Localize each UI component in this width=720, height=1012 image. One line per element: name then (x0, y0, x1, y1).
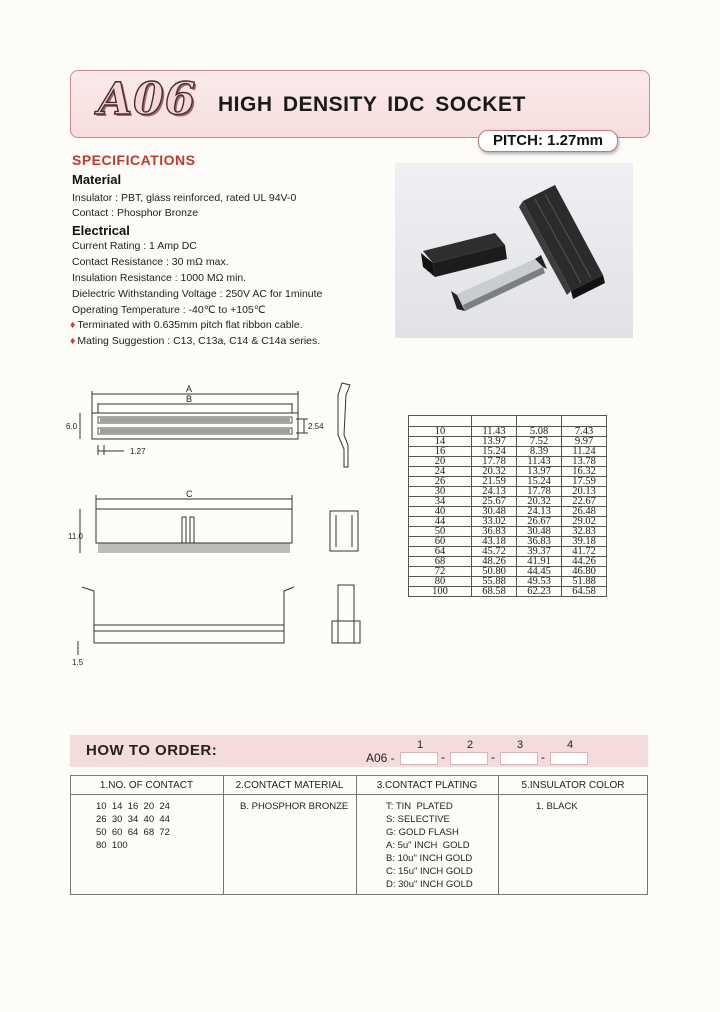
dim-254: 2.54 (308, 422, 324, 431)
table-cell: 30 (409, 487, 472, 497)
page-title: HIGH DENSITY IDC SOCKET (218, 93, 526, 116)
specifications-heading: SPECIFICATIONS (72, 152, 196, 168)
table-cell: 29.02 (562, 517, 607, 527)
table-cell: 13.97 (517, 467, 562, 477)
order-col-title: 2.CONTACT MATERIAL (235, 780, 344, 791)
material-heading: Material (72, 172, 122, 187)
table-row (409, 517, 607, 527)
code-field-4 (550, 752, 588, 765)
spec-line: Contact : Phosphor Bronze (72, 207, 199, 219)
table-cell: 36.83 (472, 527, 517, 537)
table-cell: 25.67 (472, 497, 517, 507)
table-cell: 26.48 (562, 507, 607, 517)
table-cell: 5.08 (517, 427, 562, 437)
table-cell: 51.88 (562, 577, 607, 587)
table-cell: 24.13 (472, 487, 517, 497)
table-cell: 44.45 (517, 567, 562, 577)
table-cell: 55.88 (472, 577, 517, 587)
table-cell: 39.18 (562, 537, 607, 547)
code-field-3 (500, 752, 538, 765)
technical-drawing (68, 375, 368, 675)
table-header-row (409, 416, 607, 427)
table-cell: 13.97 (472, 437, 517, 447)
spec-line: Current Rating : 1 Amp DC (72, 240, 197, 252)
table-cell: 9.97 (562, 437, 607, 447)
table-row (409, 427, 607, 437)
spec-line: Insulator : PBT, glass reinforced, rated UL 94V-0 (72, 192, 297, 204)
table-cell: 64 (409, 547, 472, 557)
table-cell: 20.32 (517, 497, 562, 507)
table-cell: 26 (409, 477, 472, 487)
table-cell: 45.72 (472, 547, 517, 557)
electrical-heading: Electrical (72, 223, 130, 238)
order-heading: HOW TO ORDER: (86, 742, 218, 759)
table-cell: 46.80 (562, 567, 607, 577)
table-cell: 26.67 (517, 517, 562, 527)
table-cell: 100 (409, 587, 472, 597)
code-dash: - (491, 750, 495, 764)
table-cell: 11.43 (472, 427, 517, 437)
spec-note-text: Mating Suggestion : C13, C13a, C14 & C14a series. (77, 335, 321, 347)
table-row (409, 457, 607, 467)
code-dash: - (541, 750, 545, 764)
dim-15: 1.5 (72, 658, 84, 667)
table-cell: 20.13 (562, 487, 607, 497)
table-row (409, 567, 607, 577)
table-cell: 16.32 (562, 467, 607, 477)
dimension-table (408, 415, 607, 597)
table-cell: 21.59 (472, 477, 517, 487)
code-num-4: 4 (567, 739, 574, 751)
product-photo (395, 163, 633, 338)
table-cell: 68 (409, 557, 472, 567)
order-col-title: 3.CONTACT PLATING (376, 780, 478, 791)
dim-label-a: A (186, 384, 193, 394)
table-row (409, 467, 607, 477)
table-cell: 30.48 (517, 527, 562, 537)
table-row (409, 487, 607, 497)
code-num-3: 3 (517, 739, 524, 751)
table-cell: 39.37 (517, 547, 562, 557)
table-cell: 7.52 (517, 437, 562, 447)
table-cell: 43.18 (472, 537, 517, 547)
column-divider (498, 775, 499, 895)
table-cell: 44 (409, 517, 472, 527)
bullet-icon: ♦ (70, 319, 76, 331)
table-cell: 8.39 (517, 447, 562, 457)
table-cell: 62.23 (517, 587, 562, 597)
model-logo: A06 (98, 74, 197, 125)
code-num-2: 2 (467, 739, 474, 751)
table-cell: 40 (409, 507, 472, 517)
table-cell: 48.26 (472, 557, 517, 567)
contact-material-options: B. PHOSPHOR BRONZE (240, 801, 349, 812)
table-cell: 20 (409, 457, 472, 467)
table-row (409, 577, 607, 587)
table-cell: 33.02 (472, 517, 517, 527)
table-cell: 7.43 (562, 427, 607, 437)
spec-line: Dielectric Withstanding Voltage : 250V AC for 1minute (72, 288, 323, 300)
table-row (409, 587, 607, 597)
table-cell: 41.91 (517, 557, 562, 567)
table-cell: 64.58 (562, 587, 607, 597)
table-cell: 41.72 (562, 547, 607, 557)
contact-plating-options: T: TIN PLATED S: SELECTIVE G: GOLD FLASH A: 5u" INCH GOLD B: 10u" INCH GOLD C: 15u" INCH GOLD D: 30u" INCH GOLD (386, 801, 473, 890)
spec-note (70, 319, 303, 331)
table-cell: 17.78 (517, 487, 562, 497)
table-cell: 17.78 (472, 457, 517, 467)
table-row (409, 557, 607, 567)
order-col-title: 5.INSULATOR COLOR (521, 780, 625, 791)
table-cell: 17.59 (562, 477, 607, 487)
table-cell: 60 (409, 537, 472, 547)
table-cell: 20.32 (472, 467, 517, 477)
table-row (409, 507, 607, 517)
order-col-title: 1.NO. OF CONTACT (99, 780, 194, 791)
table-cell: 15.24 (517, 477, 562, 487)
code-field-1 (400, 752, 438, 765)
connector-illustration (395, 163, 633, 338)
code-dash: - (441, 750, 445, 764)
spec-line: Insulation Resistance : 1000 MΩ min. (72, 272, 247, 284)
table-cell: 68.58 (472, 587, 517, 597)
table-cell: 11.24 (562, 447, 607, 457)
table-row (409, 437, 607, 447)
table-cell: 22.67 (562, 497, 607, 507)
code-field-2 (450, 752, 488, 765)
table-cell: 32.83 (562, 527, 607, 537)
contact-count-options: 10 14 16 20 24 26 30 34 40 44 50 60 64 68 72 80 100 (96, 801, 170, 851)
table-row (409, 547, 607, 557)
table-cell: 50.80 (472, 567, 517, 577)
column-divider (223, 775, 224, 895)
table-row (409, 537, 607, 547)
table-cell: 13.78 (562, 457, 607, 467)
dim-6: 6.0 (66, 422, 78, 431)
table-cell: 10 (409, 427, 472, 437)
column-divider (356, 775, 357, 895)
table-row (409, 527, 607, 537)
table-cell: 15.24 (472, 447, 517, 457)
insulator-color-options: 1. BLACK (536, 801, 578, 812)
spec-line: Contact Resistance : 30 mΩ max. (72, 256, 229, 268)
table-cell: 36.83 (517, 537, 562, 547)
spec-line: Operating Temperature : -40℃ to +105℃ (72, 304, 266, 316)
table-cell: 34 (409, 497, 472, 507)
table-cell: 49.53 (517, 577, 562, 587)
table-cell: 80 (409, 577, 472, 587)
table-cell: 24 (409, 467, 472, 477)
table-cell: 11.43 (517, 457, 562, 467)
table-row (409, 447, 607, 457)
dim-127: 1.27 (130, 447, 146, 456)
spec-note (70, 335, 320, 347)
table-cell: 16 (409, 447, 472, 457)
table-cell: 30.48 (472, 507, 517, 517)
table-cell: 14 (409, 437, 472, 447)
code-num-1: 1 (417, 739, 424, 751)
pitch-badge: PITCH: 1.27mm (478, 130, 618, 152)
code-prefix: A06 - (366, 751, 395, 765)
bullet-icon: ♦ (70, 335, 76, 347)
table-cell: 44.26 (562, 557, 607, 567)
dim-11: 11.0 (68, 532, 83, 541)
table-cell: 24.13 (517, 507, 562, 517)
dim-label-c: C (186, 489, 193, 499)
table-cell: 50 (409, 527, 472, 537)
table-cell: 72 (409, 567, 472, 577)
table-row (409, 497, 607, 507)
spec-note-text: Terminated with 0.635mm pitch flat ribbon cable. (77, 319, 303, 331)
dim-label-b: B (186, 394, 193, 404)
table-row (409, 477, 607, 487)
